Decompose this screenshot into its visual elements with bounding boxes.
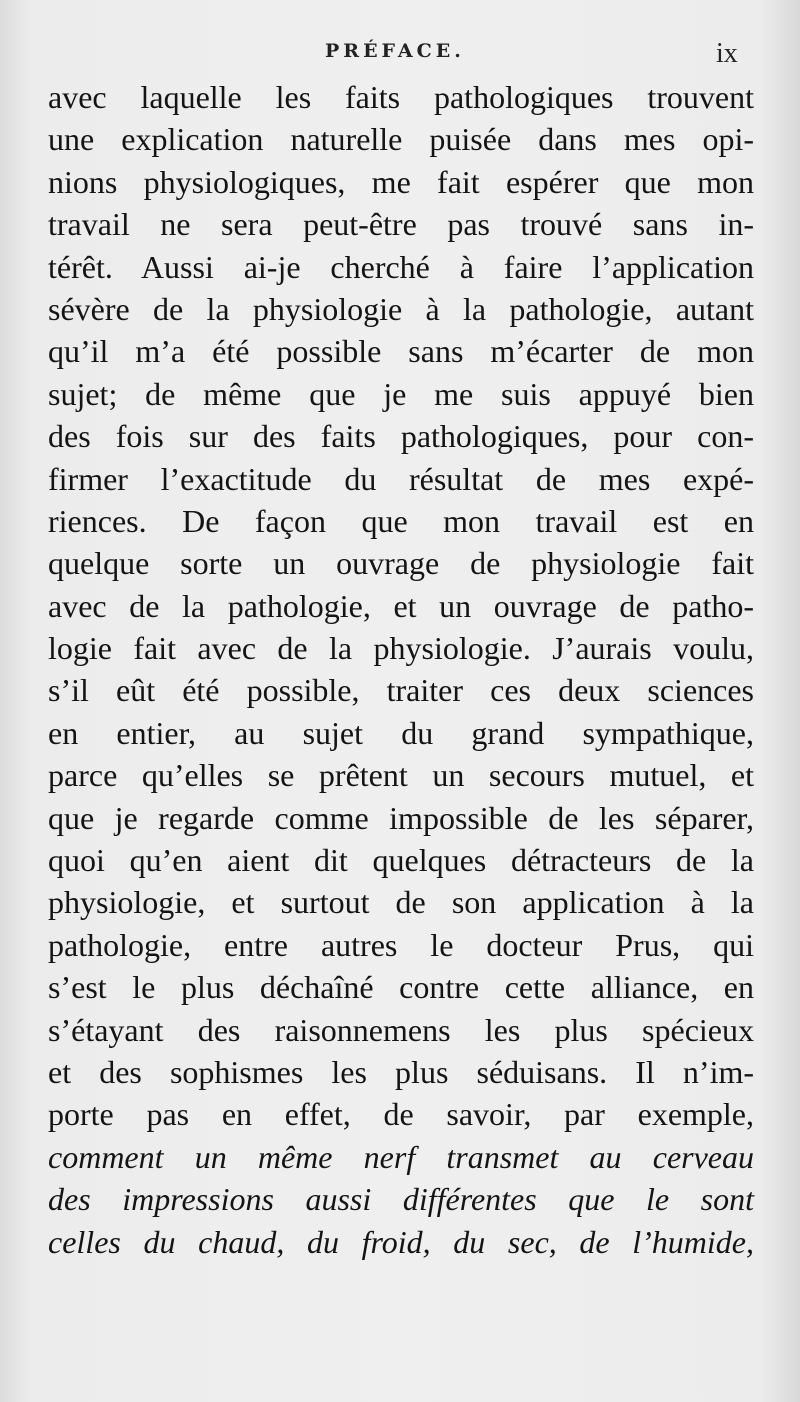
text-line: s’étayant des raisonnemens les plus spécieux (48, 1011, 754, 1048)
text-line: avec laquelle les faits pathologiques trouvent (48, 79, 754, 115)
text-line: firmer l’exactitude du résultat de mes expé- (48, 460, 754, 497)
running-head (0, 36, 800, 76)
text-line: parce qu’elles se prêtent un secours mutuel, et (48, 757, 754, 794)
text-line: qu’il m’a été possible sans m’écarter de mon (48, 333, 754, 370)
text-line: travail ne sera peut-être pas trouvé sans in- (48, 206, 754, 243)
text-line: et des sophismes les plus séduisans. Il n’im- (48, 1053, 754, 1090)
text-line: une explication naturelle puisée dans mes opi- (48, 121, 754, 158)
text-line: quelque sorte un ouvrage de physiologie fait (48, 545, 754, 582)
text-line: des fois sur des faits pathologiques, pour con- (48, 418, 754, 455)
text-line: sévère de la physiologie à la pathologie, autant (48, 290, 754, 327)
text-line: celles du chaud, du froid, du sec, de l’humide, (48, 1223, 754, 1260)
running-title: PRÉFACE. (325, 40, 465, 62)
text-line: logie fait avec de la physiologie. J’aurais voulu, (48, 630, 754, 667)
text-line: sujet; de même que je me suis appuyé bien (48, 375, 754, 412)
text-line: s’est le plus déchaîné contre cette alliance, en (48, 969, 754, 1006)
text-line: quoi qu’en aient dit quelques détracteurs de la (48, 842, 754, 879)
text-line: s’il eût été possible, traiter ces deux sciences (48, 672, 754, 709)
text-line: pathologie, entre autres le docteur Prus, qui (48, 926, 754, 963)
text-line: térêt. Aussi ai-je cherché à faire l’application (48, 248, 754, 285)
text-line: avec de la pathologie, et un ouvrage de patho- (48, 587, 754, 624)
text-line: en entier, au sujet du grand sympathique, (48, 714, 754, 751)
text-line: porte pas en effet, de savoir, par exemple, (48, 1096, 754, 1133)
text-line: que je regarde comme impossible de les séparer, (48, 799, 754, 836)
body-text (48, 76, 754, 1263)
text-line: comment un même nerf transmet au cerveau (48, 1138, 754, 1175)
page-number: ix (716, 38, 738, 69)
text-line: des impressions aussi différentes que le sont (48, 1181, 754, 1218)
text-line: physiologie, et surtout de son application à la (48, 884, 754, 921)
text-line: riences. De façon que mon travail est en (48, 502, 754, 539)
text-line: nions physiologiques, me fait espérer que mon (48, 163, 754, 200)
